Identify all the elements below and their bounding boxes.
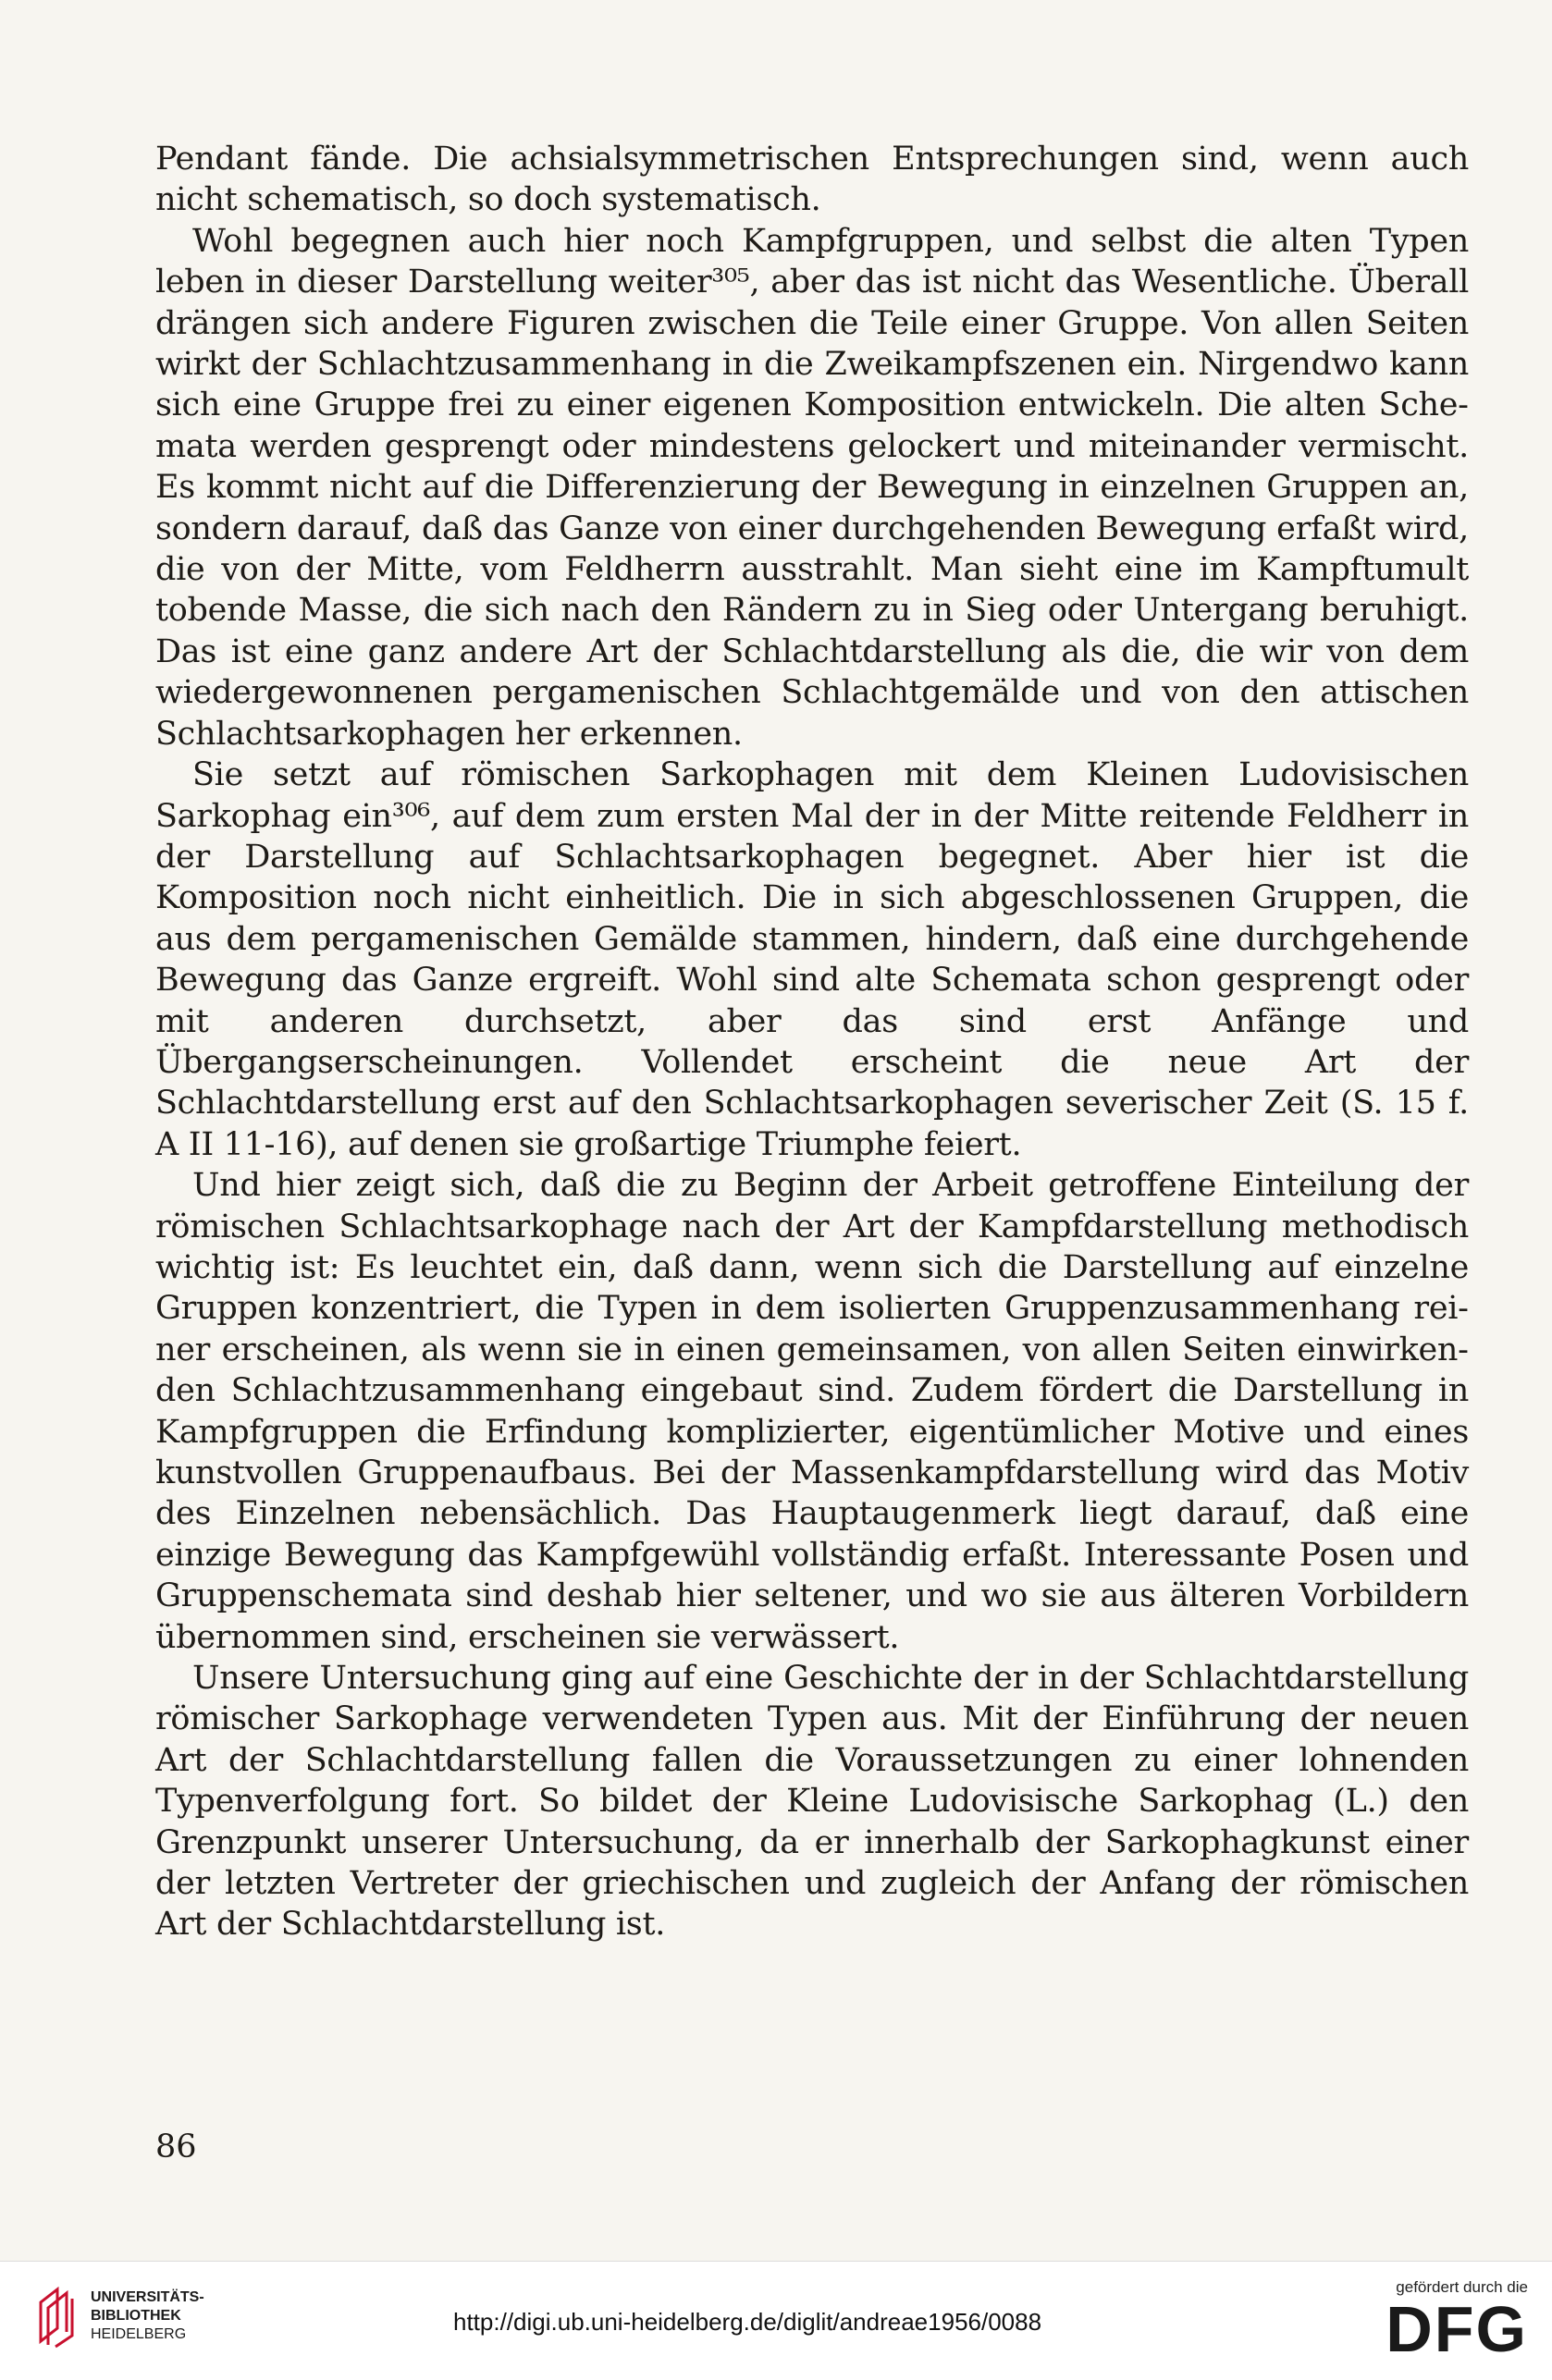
library-name-line3: HEIDELBERG: [91, 2326, 187, 2342]
paragraph-5: Unsere Untersuchung ging auf eine Geschichte der in der Schlachtdarstellung römischer Sarkophage verwendeten Typen aus. Mit der Einführung der neuen Art der Schlachtdarstellung fallen die Voraussetzungen zu einer lohnenden Typenverfolgung fort. So bildet der Kleine Ludovisische Sarkophag (L.) den Grenzpunkt unserer Untersuchung, da er innerhalb der Sarkophagkunst einer der letzten Vertreter der griechischen und zugleich der Anfang der römischen Art der Schlachtdarstellung ist.: [155, 1660, 1469, 1944]
library-name-line2: BIBLIOTHEK: [91, 2308, 181, 2324]
paragraph-4: Und hier zeigt sich, daß die zu Beginn der Arbeit getroffene Einteilung der römischen Schlachtsarkophage nach der Art der Kampfdarstellung methodisch wichtig ist: Es leuchtet ein, daß dann, wenn sich die Darstellung auf einzelne Gruppen konzentriert, die Typen in dem isolierten Gruppenzusammenhang reiner erscheinen, als wenn sie in einen gemeinsamen, von allen Seiten einwirkenden Schlachtzusammenhang eingebaut sind. Zudem fördert die Darstellung in Kampfgruppen die Erfindung komplizierter, eigentümlicher Motive und eines kunstvollen Gruppenaufbaus. Bei der Massenkampfdarstellung wird das Motiv des Einzelnen nebensächlich. Das Hauptaugenmerk liegt darauf, daß eine einzige Bewegung das Kampfgewühl vollständig erfaßt. Interessante Posen und Gruppenschemata sind deshab hier seltener, und wo sie aus älteren Vorbildern übernommen sind, erscheinen sie verwässert.: [155, 1167, 1469, 1656]
paragraph-2: Wohl begegnen auch hier noch Kampfgruppen, und selbst die alten Typen leben in dieser Darstellung weiter³⁰⁵, aber das ist nicht das Wesentliche. Überall drängen sich andere Figuren zwischen die Teile einer Gruppe. Von allen Seiten wirkt der Schlachtzusammenhang in die Zweikampfszenen ein. Nirgendwo kann sich eine Gruppe frei zu einer eigenen Komposition entwickeln. Die alten Schemata werden gesprengt oder mindestens gelockert und miteinander vermischt. Es kommt nicht auf die Differenzierung der Bewegung in einzelnen Gruppen an, sondern darauf, daß das Ganze von einer durchgehenden Bewegung erfaßt wird, die von der Mitte, vom Feldherrn ausstrahlt. Man sieht eine im Kampftumult tobende Masse, die sich nach den Rändern zu in Sieg oder Untergang beruhigt. Das ist eine ganz andere Art der Schlachtdarstellung als die, die wir von dem wiedergewonnenen pergamenischen Schlachtgemälde und von den attischen Schlachtsarkophagen her erkennen.: [155, 222, 1469, 753]
permalink-url[interactable]: http://digi.ub.uni-heidelberg.de/diglit/andreae1956/0088: [453, 2308, 1042, 2336]
viewer-footer: [0, 2261, 1552, 2380]
library-logo-icon: [35, 2284, 76, 2349]
paragraph-1: Pendant fände. Die achsialsymmetrischen Entsprechungen sind, wenn auch nicht schematisch, so doch systematisch.: [155, 141, 1469, 219]
library-name: [91, 2288, 204, 2344]
paragraph-3: Sie setzt auf römischen Sarkophagen mit dem Kleinen Ludovisischen Sarkophag ein³⁰⁶, auf dem zum ersten Mal der in der Mitte reitende Feldherr in der Darstellung auf Schlachtsarkophagen begegnet. Aber hier ist die Komposition noch nicht einheitlich. Die in sich abgeschlossenen Gruppen, die aus dem pergamenischen Gemälde stammen, hindern, daß eine durchgehende Bewegung das Ganze ergreift. Wohl sind alte Schemata schon gesprengt oder mit anderen durchsetzt, aber das sind erst Anfänge und Übergangserscheinungen. Vollendet erscheint die neue Art der Schlachtdarstellung erst auf den Schlachtsarkophagen severischer Zeit (S. 15 f. A II 11-16), auf denen sie großartige Triumphe feiert.: [155, 756, 1469, 1163]
library-name-line1: UNIVERSITÄTS-: [91, 2289, 204, 2305]
page-number: 86: [155, 2129, 197, 2165]
dfg-funding[interactable]: [1386, 2278, 1528, 2365]
funding-caption: gefördert durch die: [1396, 2278, 1528, 2296]
dfg-logo: DFG: [1386, 2293, 1528, 2365]
university-library-logo[interactable]: [35, 2284, 204, 2349]
body-text: [155, 139, 1469, 1945]
